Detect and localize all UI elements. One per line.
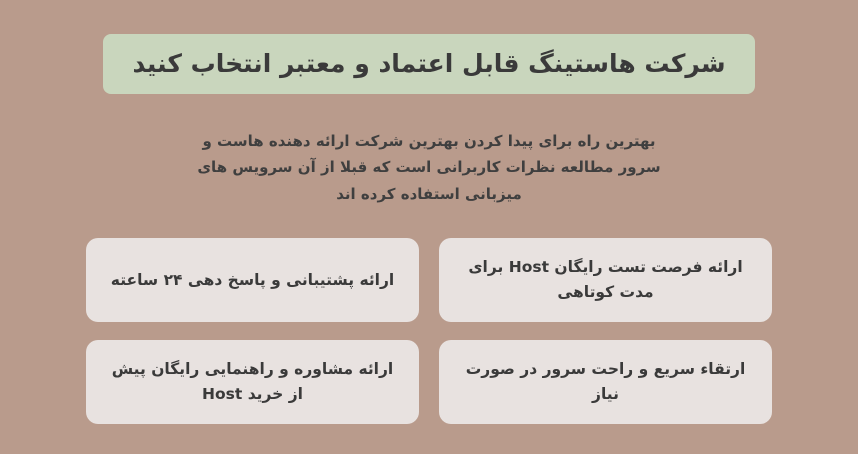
page-title: شرکت هاستینگ قابل اعتماد و معتبر انتخاب کنید [132,48,726,78]
feature-card-label: ارائه پشتیبانی و پاسخ دهی ۲۴ ساعته [110,270,395,289]
feature-card-label: ارائه مشاوره و راهنمایی رایگان پیش از خرید Host [111,360,394,403]
feature-card [86,238,419,322]
feature-card [439,340,772,424]
title-banner [103,34,755,94]
feature-card-label: ارتقاء سریع و راحت سرور در صورت نیاز [465,360,746,403]
feature-card [86,340,419,424]
feature-card-list [86,238,772,424]
feature-card-label: ارائه فرصت تست رایگان Host برای مدت کوتاهی [468,258,743,301]
subtitle-text: بهترین راه برای پیدا کردن بهترین شرکت ارائه دهنده هاست و سرور مطالعه نظرات کاربرانی است که قبلا از آن سرویس های میزبانی استفاده کرده اند [197,132,661,203]
feature-card [439,238,772,322]
